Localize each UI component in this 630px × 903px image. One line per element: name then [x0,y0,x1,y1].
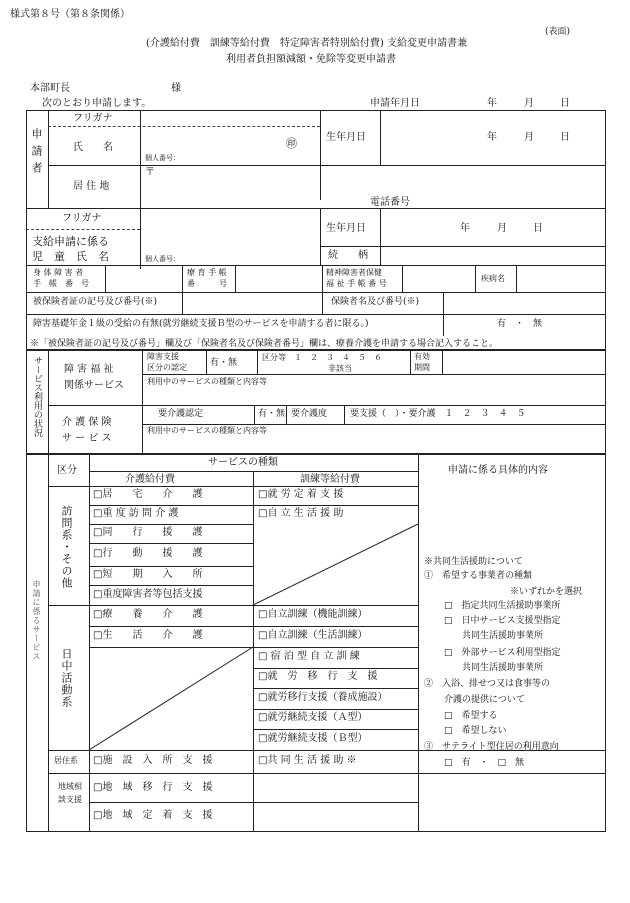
houmon-kunren-0[interactable]: □就 労 定 着 支 援 [258,489,344,500]
yokaigo-label: 要介護認定 [158,409,204,419]
kyoju-kaigo[interactable]: □施 設 入 所 支 援 [93,755,213,766]
shintai-label-1: 身 体 障 害 者 [33,268,84,277]
intro-text: 次のとおり申請します。 [42,98,152,109]
kyoju-kunren[interactable]: □共 同 生 活 援 助 ※ [258,755,357,766]
nitchu-kunren-1[interactable]: □自立訓練（生活訓練） [258,630,368,641]
chiiki-0[interactable]: □地 域 移 行 支 援 [93,782,213,793]
support-umu: 有・無 [210,358,238,368]
note-line-10[interactable]: □ 希望しない [444,726,507,736]
kunren-header: 訓練等給付費 [300,474,360,485]
addressee: 本部町長 [30,83,70,94]
application-date-label: 申請年月日 [370,98,420,109]
houmon-kaigo-2[interactable]: □同 行 援 護 [93,527,203,538]
welfare-label-1: 障 害 福 祉 [64,364,114,375]
nitchu-kunren-2[interactable]: □ 宿 泊 型 自 立 訓 練 [258,651,360,662]
nitchu-label: 日中活動系 [60,648,73,708]
houmon-kaigo-0[interactable]: □居 宅 介 護 [93,489,203,500]
yokaigodo-label: 要介護度 [291,409,328,419]
address-label: 居 住 地 [73,181,110,192]
postal-mark: 〒 [145,167,155,178]
note-line-5[interactable]: □ 外部サービス利用型指定 [444,648,561,658]
child-birth-month: 月 [497,223,507,234]
houmon-kaigo-3[interactable]: □行 動 援 護 [93,548,203,559]
chiiki-label: 地域相談支援 [58,782,82,804]
houmon-kaigo-1[interactable]: □重 度 訪 問 介 護 [93,508,179,519]
houmon-kaigo-4[interactable]: □短 期 入 所 [93,569,203,580]
child-mynumber-label: 個人番号： [145,255,180,263]
service-types-header: サービスの種類 [208,457,278,468]
kaigo-label-2: サ ー ビ ス [62,433,112,444]
shintai-label-2: 手 帳 番 号 [33,279,89,288]
insurance-note: ※「被保険者証の記号及び番号」欄及び「保険者名及び保険者番号」欄は、療養介護を申請する場合記入すること。 [30,339,499,349]
birth-day: 日 [560,132,570,143]
note-line-12[interactable]: □ 有 ・ □ 無 [444,758,525,768]
applicant-side-label: 申請者 [30,128,43,179]
nitchu-kunren-0[interactable]: □自立訓練（機能訓練） [258,609,368,620]
chiiki-1[interactable]: □地 域 定 着 支 援 [93,810,213,821]
yokaigo-levels: 要支援（ ）・要介護 １ ２ ３ ４ ５ [350,409,526,419]
note-line-11: ③ サテライト型住居の利用意向 [424,742,559,752]
insurer-label: 保険者名及び番号(※) [331,297,420,307]
seishin-label-1: 精神障害者保健 [326,268,382,277]
pension-question: 障害基礎年金１級の受給の有無(就労継続支援Ｂ型のサービスを申請する者に限る。) [33,319,369,329]
support-label-2: 区分の認定 [147,363,187,372]
houmon-label: 訪問系・その他 [60,505,73,589]
phone-label: 電話番号 [370,197,410,208]
applicant-birth-label: 生年月日 [326,132,366,143]
ryoiku-label-1: 療 育 手 帳 [187,268,227,277]
nitchu-kunren-3[interactable]: □就 労 移 行 支 援 [258,671,378,682]
disease-label: 疾病名 [481,274,505,283]
applicant-name-label: 氏 名 [73,142,113,153]
welfare-label-2: 関係サービス [64,380,124,391]
relation-label: 続 柄 [328,250,368,261]
child-birth-label: 生年月日 [326,223,366,234]
ryoiku-label-2: 番 号 [187,279,227,288]
note-line-0: ① 希望する事業者の種類 [424,571,533,581]
houmon-kunren-1[interactable]: □自 立 生 活 援 助 [258,508,344,519]
note-title: ※共同生活援助について [424,557,523,567]
nitchu-kunren-5[interactable]: □就労継続支援（Ａ型） [258,712,368,723]
nitchu-kaigo-1[interactable]: □生 活 介 護 [93,630,203,641]
addressee-sama: 様 [171,83,181,94]
note-line-1: ※いずれかを選択 [510,587,583,597]
seal-mark: ㊞ [286,137,297,150]
note-line-3[interactable]: □ 日中サービス支援型指定 [444,616,561,626]
date-day: 日 [560,98,570,109]
child-birth-year: 年 [460,223,470,234]
kaigo-label-1: 介 護 保 険 [62,417,112,428]
applicant-furigana-label: フリガナ [73,113,113,124]
applicant-mynumber-label: 個人番号： [145,154,180,162]
form-title-line1: (介護給付費 訓練等給付費 特定障害者特別給付費) 支給変更申請書兼 [146,38,467,49]
support-label-1: 障害支援 [147,352,179,361]
nitchu-kunren-6[interactable]: □就労継続支援（Ｂ型） [258,733,368,744]
services-side-label: 申請に係るサービス [32,580,41,661]
birth-month: 月 [524,132,534,143]
note-line-2[interactable]: □ 指定共同生活援助事業所 [444,601,561,611]
insurance-number-label: 被保険者証の記号及び番号(※) [33,297,158,307]
valid-label-2: 期間 [414,363,430,372]
note-line-4: 共同生活援助事業所 [462,631,544,641]
kubun-levels: 区分等 １ ２ ３ ４ ５ ６ [262,353,382,362]
usage-side-label: サービス利用の状況 [32,356,42,437]
note-line-7: ② 入浴、排せつ又は食事等の [424,679,551,689]
seishin-label-2: 福 祉 手 帳 番 号 [326,279,387,288]
welfare-in-use-label: 利用中のサービスの種類と内容等 [147,377,267,386]
kubun-header: 区分 [57,465,77,476]
nitchu-kaigo-0[interactable]: □療 養 介 護 [93,609,203,620]
child-furigana-label: フリガナ [62,213,102,224]
pension-options: 有 ・ 無 [497,319,543,329]
page-side-label: (表面) [545,27,571,37]
kubun-higaitou: 非該当 [328,364,352,373]
yokaigo-umu: 有・無 [258,409,286,419]
nitchu-kunren-4[interactable]: □就労移行支援（養成施設） [258,692,388,703]
form-title-line2: 利用者負担額減額・免除等変更申請書 [226,54,396,65]
note-line-6: 共同生活援助事業所 [462,663,544,673]
valid-label-1: 有効 [414,352,430,361]
note-line-8: 介護の提供について [444,695,525,705]
kaigo-in-use-label: 利用中のサービスの種類と内容等 [147,426,267,435]
child-label-1: 支給申請に係る [32,235,109,248]
kaigo-header: 介護給付費 [125,474,175,485]
date-month: 月 [524,98,534,109]
kyoju-label: 居住系 [54,756,78,765]
child-label-2: 児 童 氏 名 [32,250,109,263]
form-number: 様式第８号（第８条関係） [10,9,130,20]
note-line-9[interactable]: □ 希望する [444,711,498,721]
child-birth-day: 日 [533,223,543,234]
birth-year: 年 [487,132,497,143]
right-header: 申請に係る具体的内容 [448,465,548,476]
date-year: 年 [487,98,497,109]
houmon-kaigo-5[interactable]: □重度障害者等包括支援 [93,589,203,600]
